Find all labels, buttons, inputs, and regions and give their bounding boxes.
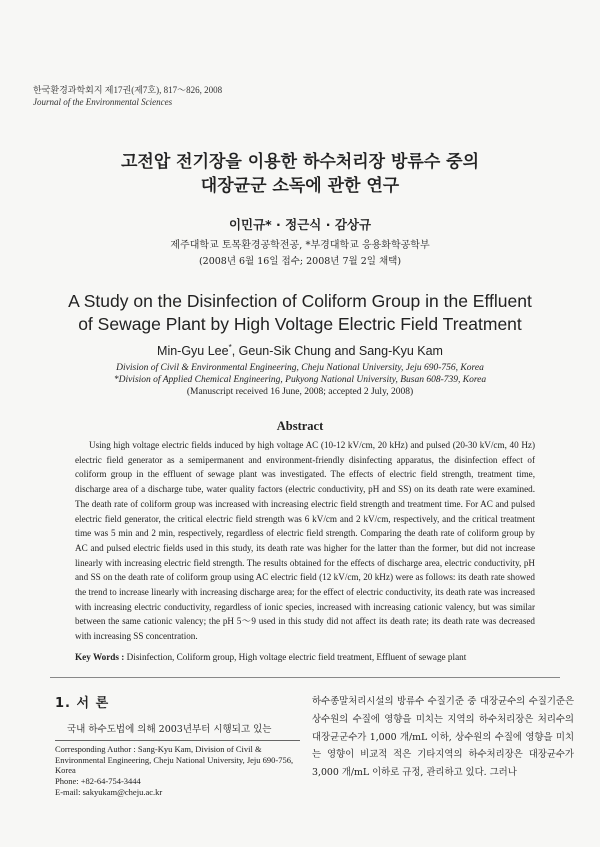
intro-left-text: 국내 하수도법에 의해 2003년부터 시행되고 있는	[67, 724, 272, 735]
affiliation-ko: 제주대학교 토목환경공학전공, *부경대학교 응용화학공학부	[170, 240, 430, 251]
received-ko: (2008년 6월 16일 접수; 2008년 7월 2일 채택)	[198, 256, 402, 267]
keywords-label: Key Words :	[75, 652, 125, 662]
authors-ko: 이민규* · 정근식 · 감상규	[228, 217, 372, 232]
intro-right-text: 하수종말처리시설의 방류수 수질기준 중 대장균수의 수질기준은 상수원의 수질에 영향을 미치는 지역의 하수처리장은 처리수의 대장균군수가 1,000 개/mL 이하, 상수원의 수질에 영향을 미치는 영향이 비교적 적은 기타지역의 하수처리장은 대장균수가 3,000 개/mL 이하로 규정, 관리하고 있다. 그러나	[312, 696, 574, 779]
authors-en	[0, 343, 600, 358]
corresponding-mark: *	[228, 343, 232, 352]
title-ko-line2: 대장균군 소독에 관한 연구	[200, 176, 400, 196]
footnote-author: Corresponding Author : Sang-Kyu Kam, Division of Civil & Environmental Engineering, Cheju National University, Jeju 690-756, Korea	[55, 744, 294, 775]
footnote-phone: Phone: +82-64-754-3444	[55, 776, 141, 786]
keywords	[75, 652, 545, 662]
section-divider	[50, 677, 560, 678]
abstract-text: Using high voltage electric fields induced by high voltage AC (10-12 kV/cm, 20 kHz) and pulsed (20-30 kV/cm, 40 Hz) electric field generator as a semipermanent and environment-friendly disinfecting apparatus, the disinfection effect of coliform group in the effluent of sewage plant was investigated. The effects of electric field strength, treatment time, discharge area of a discharge tube, water quality factors (electric conductivity, pH and SS) on its death rate were examined. The death rate of coliform group was increased with increasing electric field strength and treatment time. For AC and pulsed electric field generator, the critical electric field strength was 6 kV/cm and 2 kV/cm, respectively, and the critical treatment time was 5 min and 2 min, respectively, regardless of electric field strength. Comparing the death rate of coliform group by AC and pulsed electric fields used in this study, its death rate was higher for the latter than the former, but did not increase linearly with increasing electric field strength. The results obtained for the effects of discharge area, electric conductivity, pH and SS on the death rate of coliform group using AC electric field (12 kV/cm, 20 kHz) were as follows: its death rate showed the trend to increase linearly with increasing discharge area; for the effect of electric conductivity, its death rate was increased with increasing electric conductivity, regardless of ionic species, increased with increasing cationic valency, but was similar between the same cationic valency; the pH 5～9 used in this study did not affect its death rate; its death rate was decreased with increasing SS concentration.	[75, 440, 535, 642]
footnote-email: E-mail: sakyukam@cheju.ac.kr	[55, 787, 163, 797]
keywords-text: Disinfection, Coliform group, High voltage electric field treatment, Effluent of sewage plant	[124, 652, 467, 662]
affiliation-en-2: *Division of Applied Chemical Engineering, Pukyong National University, Busan 608-739, Korea	[113, 375, 487, 385]
abstract-heading: Abstract	[276, 419, 324, 433]
author-first: Min-Gyu Lee	[157, 344, 229, 359]
journal-header-ko: 한국환경과학회지 제17권(제7호), 817～826, 2008	[33, 85, 223, 95]
journal-header-en: Journal of the Environmental Sciences	[33, 97, 173, 107]
footnote-divider	[55, 740, 300, 741]
title-en-line2: of Sewage Plant by High Voltage Electric Field Treatment	[78, 314, 522, 334]
section-title-intro: 1. 서 론	[55, 696, 110, 711]
title-ko-line1: 고전압 전기장을 이용한 하수처리장 방류수 중의	[120, 152, 480, 172]
title-en-line1: A Study on the Disinfection of Coliform Group in the Effluent	[68, 291, 532, 311]
author-rest: , Geun-Sik Chung and Sang-Kyu Kam	[231, 344, 443, 359]
affiliation-en-1: Division of Civil & Environmental Engineering, Cheju National University, Jeju 690-756, Korea	[116, 363, 484, 373]
received-en: (Manuscript received 16 June, 2008; accepted 2 July, 2008)	[186, 387, 414, 397]
